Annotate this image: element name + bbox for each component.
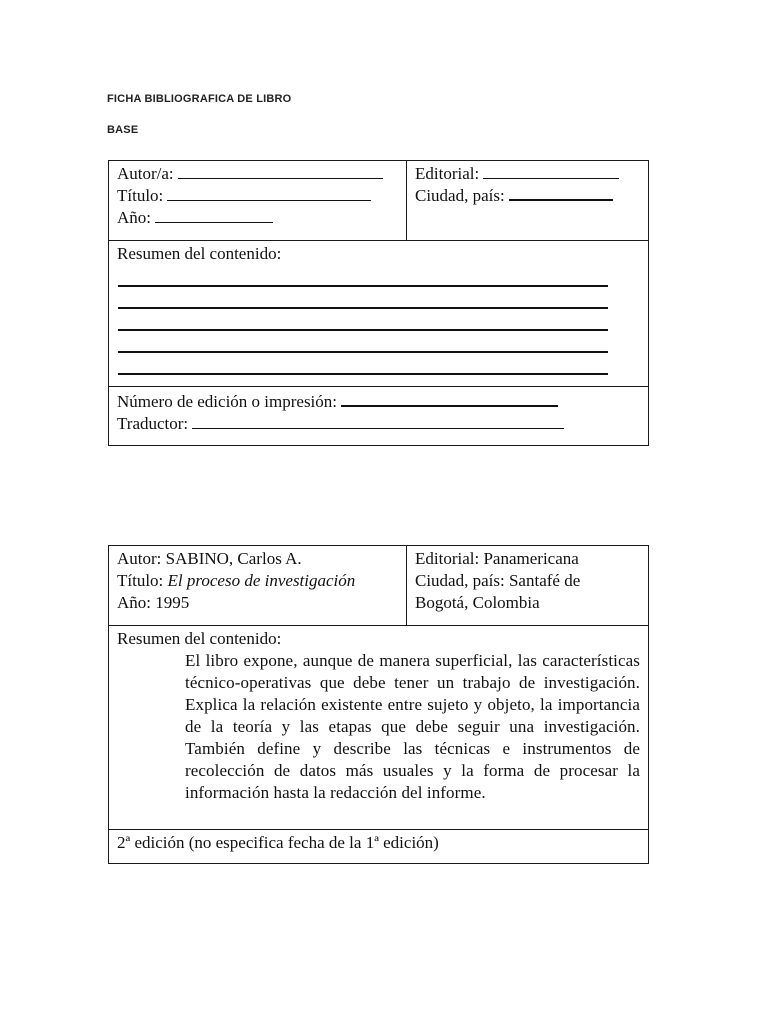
example-editorial-value: Panamericana	[483, 549, 579, 568]
autor-blank	[178, 164, 383, 179]
titulo-blank	[167, 186, 371, 201]
summary-line	[118, 265, 608, 287]
editorial-label: Editorial:	[415, 164, 480, 183]
summary-line	[118, 309, 608, 331]
ciudad-blank	[509, 185, 613, 201]
template-edition-cell	[109, 387, 648, 445]
example-anio-value: 1995	[155, 593, 190, 612]
example-ciudad-value-2: Bogotá, Colombia	[415, 593, 540, 612]
autor-field	[117, 163, 398, 185]
example-right-cell	[407, 546, 648, 625]
example-resumen-label: Resumen del contenido:	[117, 629, 282, 648]
resumen-label: Resumen del contenido:	[117, 244, 282, 263]
example-anio	[117, 592, 398, 614]
edicion-label: Número de edición o impresión:	[117, 392, 338, 411]
example-autor-label: Autor:	[117, 549, 162, 568]
traductor-label: Traductor:	[117, 414, 189, 433]
example-autor	[117, 548, 398, 570]
template-edition-row	[109, 387, 648, 445]
document-subtitle: BASE	[107, 124, 139, 136]
example-summary-row	[109, 626, 648, 830]
template-card	[108, 160, 649, 446]
template-summary-cell	[109, 241, 648, 386]
example-edicion-text: 2ª edición (no especifica fecha de la 1ª edición)	[117, 833, 439, 852]
example-anio-label: Año:	[117, 593, 151, 612]
edicion-blank	[341, 391, 558, 407]
example-ciudad	[415, 570, 640, 592]
example-titulo-label: Título:	[117, 571, 164, 590]
titulo-field	[117, 185, 398, 207]
anio-field	[117, 207, 398, 229]
summary-line	[118, 353, 608, 375]
document-title: FICHA BIBLIOGRAFICA DE LIBRO	[107, 93, 292, 105]
example-edition-cell	[109, 830, 648, 863]
summary-line	[118, 331, 608, 353]
editorial-blank	[483, 164, 619, 179]
template-summary-row	[109, 241, 648, 387]
example-titulo-value: El proceso de investigación	[167, 571, 356, 590]
example-titulo	[117, 570, 398, 592]
anio-label: Año:	[117, 208, 151, 227]
editorial-field	[415, 163, 640, 185]
example-autor-value: SABINO, Carlos A.	[165, 549, 302, 568]
ciudad-label: Ciudad, país:	[415, 186, 505, 205]
titulo-label: Título:	[117, 186, 164, 205]
edicion-field	[117, 391, 640, 413]
example-resumen-text: El libro expone, aunque de manera superficial, las características técnico-operativas que debe tener un trabajo de investigación. Explica la relación existente entre sujeto y objeto, la importancia de la teoría y las etapas que debe seguir una investigación. También define y describe las técnicas e instrumentos de recolección de datos más usuales y la forma de procesar la información hasta la redacción del informe.	[185, 651, 640, 802]
summary-line	[118, 287, 608, 309]
anio-blank	[155, 208, 273, 223]
traductor-field	[117, 413, 640, 435]
example-card	[108, 545, 649, 864]
example-ciudad-value-1: Santafé de	[508, 571, 581, 590]
example-left-cell	[109, 546, 407, 625]
template-header-row	[109, 161, 648, 241]
example-ciudad-label: Ciudad, país:	[415, 571, 505, 590]
autor-label: Autor/a:	[117, 164, 174, 183]
example-summary-cell	[109, 626, 648, 829]
template-right-cell	[407, 161, 648, 240]
example-editorial	[415, 548, 640, 570]
example-edition-row	[109, 830, 648, 863]
traductor-blank	[192, 414, 564, 429]
ciudad-field	[415, 185, 640, 207]
example-editorial-label: Editorial:	[415, 549, 480, 568]
example-header-row	[109, 546, 648, 626]
template-left-cell	[109, 161, 407, 240]
